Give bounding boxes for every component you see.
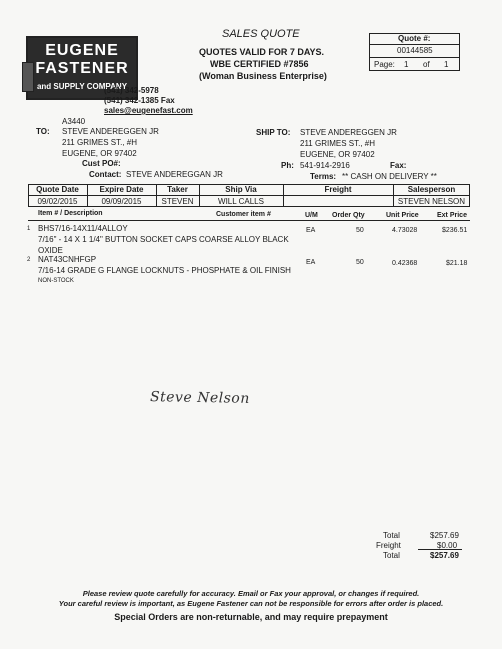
- contact-name: STEVE ANDEREGGAN JR: [126, 170, 223, 179]
- total-value: $257.69: [430, 531, 459, 540]
- terms-value: ** CASH ON DELIVERY **: [342, 172, 437, 181]
- terms-label: Terms:: [310, 172, 337, 181]
- to-name: STEVE ANDEREGGEN JR: [62, 127, 159, 136]
- taker: STEVEN: [161, 197, 194, 206]
- ship-via: WILL CALLS: [218, 197, 264, 206]
- footer-review-note: Please review quote carefully for accuracy. Email or Fax your approval, or changes if required.: [82, 589, 420, 598]
- header-taker: Taker: [167, 185, 188, 194]
- salesperson: STEVEN NELSON: [397, 197, 466, 206]
- to-address-1: 211 GRIMES ST., #H: [62, 138, 137, 147]
- handwritten-signature: Steve Nelson: [149, 389, 250, 407]
- account-number: A3440: [62, 117, 86, 126]
- page-number: 1: [404, 60, 409, 69]
- ship-address-1: 211 GRIMES ST., #H: [300, 139, 375, 148]
- item-number: BHS7/16-14X11/4ALLOY: [38, 224, 128, 233]
- grand-total-label: Total: [383, 551, 400, 560]
- item-ext-price: $236.51: [442, 227, 468, 234]
- footer-special-orders: Special Orders are non-returnable, and may require prepayment: [114, 612, 388, 622]
- item-um: EA: [306, 227, 316, 234]
- customer-phone: 541-914-2916: [300, 161, 350, 170]
- item-line-number: 1: [27, 226, 31, 232]
- quote-label: Quote #:: [398, 34, 431, 43]
- header-freight: Freight: [324, 185, 352, 194]
- ship-to-label: SHIP TO:: [256, 128, 291, 137]
- total-label: Total: [383, 531, 400, 540]
- col-unit-price: Unit Price: [386, 212, 419, 219]
- item-description-2: OXIDE: [38, 246, 63, 255]
- to-label: TO:: [36, 127, 50, 136]
- company-phone: (541) 342-5978: [104, 86, 159, 95]
- item-qty: 50: [356, 227, 364, 234]
- item-ext-price: $21.18: [446, 260, 468, 267]
- logo-line-1: EUGENE: [45, 42, 119, 59]
- item-qty: 50: [356, 259, 364, 266]
- logo-line-3: and SUPPLY COMPANY: [36, 82, 128, 91]
- grand-total-value: $257.69: [430, 551, 459, 560]
- item-unit-price: 0.42368: [392, 260, 418, 267]
- ship-address-2: EUGENE, OR 97402: [300, 150, 375, 159]
- fax-label: Fax:: [390, 161, 407, 170]
- header-quote-date: Quote Date: [36, 185, 79, 194]
- phone-label: Ph:: [281, 161, 294, 170]
- col-item-description: Item # / Description: [38, 210, 103, 217]
- col-ext-price: Ext Price: [437, 212, 467, 219]
- item-description: 7/16" - 14 X 1 1/4" BUTTON SOCKET CAPS COARSE ALLOY BLACK: [38, 235, 289, 244]
- header-expire-date: Expire Date: [99, 185, 144, 194]
- item-line-number: 2: [27, 257, 31, 263]
- page-label: Page:: [374, 60, 395, 69]
- freight-total: $0.00: [437, 541, 458, 550]
- item-number: NAT43CNHFGP: [38, 255, 97, 264]
- footer-responsibility-note: Your careful review is important, as Eugene Fastener can not be responsible for errors after order is placed.: [58, 599, 444, 608]
- quote-date: 09/02/2015: [37, 197, 78, 206]
- item-um: EA: [306, 259, 316, 266]
- item-unit-price: 4.73028: [392, 227, 418, 234]
- quote-number: 00144585: [397, 46, 433, 55]
- to-address-2: EUGENE, OR 97402: [62, 149, 137, 158]
- item-stock-note: NON-STOCK: [38, 278, 74, 284]
- col-order-qty: Order Qty: [332, 212, 365, 219]
- header-salesperson: Salesperson: [407, 185, 456, 194]
- bolt-icon: [22, 62, 34, 92]
- col-um: U/M: [305, 212, 318, 219]
- item-description: 7/16-14 GRADE G FLANGE LOCKNUTS - PHOSPHATE & OIL FINISH: [38, 266, 291, 275]
- company-email[interactable]: sales@eugenefast.com: [104, 106, 193, 115]
- ship-name: STEVE ANDEREGGEN JR: [300, 128, 397, 137]
- page-count: 1: [444, 60, 449, 69]
- of-label: of: [423, 60, 430, 69]
- freight-label: Freight: [376, 541, 401, 550]
- expire-date: 09/09/2015: [101, 197, 142, 206]
- col-customer-item: Customer item #: [216, 211, 271, 218]
- contact-label: Contact:: [89, 170, 122, 179]
- logo-line-2: FASTENER: [35, 60, 129, 77]
- wbe-cert: WBE CERTIFIED #7856: [210, 59, 309, 69]
- wbe-note: (Woman Business Enterprise): [199, 71, 327, 81]
- valid-notice: QUOTES VALID FOR 7 DAYS.: [199, 47, 325, 57]
- po-label: Cust PO#:: [82, 159, 121, 168]
- company-fax: (541) 342-1385 Fax: [104, 96, 175, 105]
- header-ship-via: Ship Via: [225, 185, 257, 194]
- page-title: SALES QUOTE: [222, 28, 300, 40]
